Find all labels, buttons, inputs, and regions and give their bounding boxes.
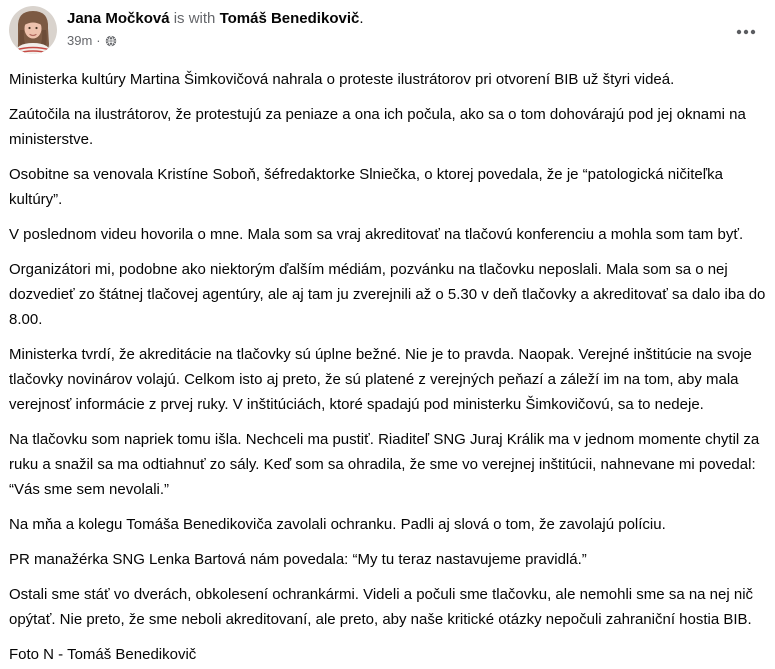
timestamp[interactable]: 39m bbox=[67, 33, 93, 48]
post-paragraph: Organizátori mi, podobne ako niektorým ďalším médiám, pozvánku na tlačovku neposlali. Mala som sa o nej dozvedieť zo štátnej tlačovej agentúry, ale aj tam ju zverejnili až o 5.30 v deň tlačovky a akreditovať sa dalo iba do 8.00. bbox=[9, 261, 766, 328]
meta-separator: · bbox=[96, 33, 101, 48]
connector-text: is with bbox=[169, 10, 220, 27]
author-name[interactable]: Jana Močková bbox=[67, 10, 170, 27]
post-paragraph: Ministerka kultúry Martina Šimkovičová nahrala o proteste ilustrátorov pri otvorení BIB už štyri videá. bbox=[9, 71, 675, 88]
post-paragraph: Foto N - Tomáš Benedikovič bbox=[9, 646, 197, 663]
globe-icon bbox=[105, 35, 117, 47]
post-paragraph: Na tlačovku som napriek tomu išla. Nechceli ma pustiť. Riaditeľ SNG Juraj Králik ma v jednom momente chytil za ruku a snažil sa ma odtiahnuť zo sály. Keď som sa ohradila, že sme vo verejnej inštitúcii, nahnevane mi povedal: “Vás sme sem nevolali.” bbox=[9, 431, 760, 498]
profile-photo-illustration bbox=[9, 6, 57, 54]
post-paragraph: Na mňa a kolegu Tomáša Benedikoviča zavolali ochranku. Padli aj slová o tom, že zavolajú políciu. bbox=[9, 516, 666, 533]
post-paragraph: Osobitne sa venovala Kristíne Soboň, šéfredaktorke Slniečka, o ktorej povedala, že je “patologická ničiteľka kultúry”. bbox=[9, 166, 723, 208]
header-info bbox=[67, 6, 720, 49]
name-suffix: . bbox=[359, 10, 364, 27]
post-paragraph: Ostali sme stáť vo dverách, obkolesení ochrankármi. Videli a počuli sme tlačovku, ale nemohli sme sa na nej nič opýtať. Nie preto, že sme neboli akreditovaní, ale preto, aby naše kritické otázky nepočuli zahraniční hostia BIB. bbox=[9, 586, 754, 628]
tagged-name[interactable]: Tomáš Benedikovič bbox=[219, 10, 360, 27]
post-paragraph: PR manažérka SNG Lenka Bartová nám povedala: “My tu teraz nastavujeme pravidlá.” bbox=[9, 551, 587, 568]
post-paragraph: Zaútočila na ilustrátorov, že protestujú za peniaze a ona ich počula, ako sa o tom dohovárajú pod jej oknami na ministerstve. bbox=[9, 106, 746, 148]
meta-line bbox=[67, 32, 720, 49]
post-menu-button[interactable] bbox=[728, 14, 764, 50]
name-line bbox=[67, 9, 720, 29]
post-paragraph: V poslednom videu hovorila o mne. Mala som sa vraj akreditovať na tlačovú konferenciu a mohla som tam byť. bbox=[9, 226, 744, 243]
post-header bbox=[9, 6, 766, 54]
post-body bbox=[9, 67, 766, 667]
ellipsis-icon bbox=[734, 20, 758, 44]
avatar[interactable] bbox=[9, 6, 57, 54]
post-paragraph: Ministerka tvrdí, že akreditácie na tlačovky sú úplne bežné. Nie je to pravda. Naopak. Verejné inštitúcie na svoje tlačovky novinárov volajú. Celkom isto aj preto, že sú platené z verejných peňazí a záleží im na tom, aby mala verejnosť informácie z prvej ruky. V inštitúciách, ktoré spadajú pod ministerku Šimkovičovú, sa to nedeje. bbox=[9, 346, 752, 413]
